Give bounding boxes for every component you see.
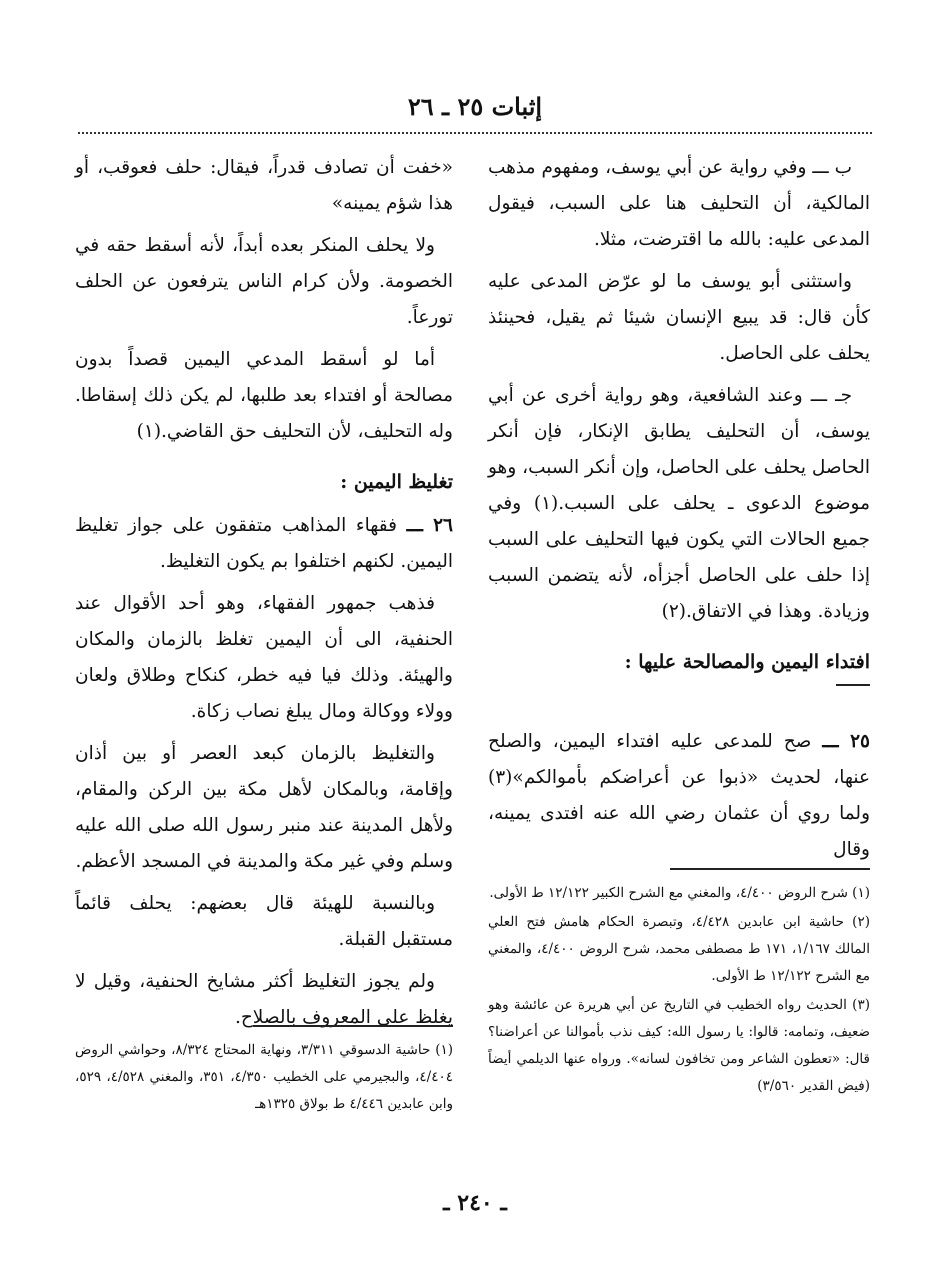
section-paragraph xyxy=(75,508,453,580)
paragraph: والتغليظ بالزمان كبعد العصر أو بين أذان وإقامة، وبالمكان لأهل مكة بين الركن والمقام، ولأهل المدينة عند منبر رسول الله صلى الله عليه وسلم وفي غير مكة والمدينة في المسجد الأعظم. xyxy=(75,743,453,872)
section-text: فقهاء المذاهب متفقون على جواز تغليظ اليمين. لكنهم اختلفوا بم يكون التغليظ. xyxy=(75,515,453,572)
page-number: ـ ٢٤٠ ـ xyxy=(443,1190,507,1216)
paragraph: واستثنى أبو يوسف ما لو عرّض المدعى عليه كأن قال: قد يبيع الإنسان شيئا ثم يقيل، فحينئذ يحلف على الحاصل. xyxy=(488,271,870,364)
header-divider xyxy=(78,132,872,134)
footnotes-left xyxy=(75,1025,453,1120)
section-paragraph xyxy=(488,724,870,868)
section-text: صح للمدعى عليه افتداء اليمين، والصلح عنها، لحديث «ذبوا عن أعراضكم بأموالكم»(٣) ولما روي أن عثمان رضي الله عنه افتدى يمينه، وقال xyxy=(488,731,870,860)
footnote: (٣) الحديث رواه الخطيب في التاريخ عن أبي هريرة عن عائشة وهو ضعيف، وتمامه: قالوا: يا رسول الله: كيف نذب بأموالنا عن أعراضنا؟ قال: «تعطون الشاعر ومن تخافون لسانه». ورواه عنها الديلمي أيضاً (فيض القدير ٣/٥٦٠) xyxy=(488,997,870,1094)
section-heading: تغليظ اليمين : xyxy=(340,471,453,493)
section-number: ٢٥ ـــ xyxy=(822,731,870,752)
footnote: (١) شرح الروض ٤/٤٠٠، والمغني مع الشرح الكبير ١٢/١٢٢ ط الأولى. xyxy=(489,885,870,901)
footnote-divider xyxy=(670,868,870,870)
left-column xyxy=(75,150,453,1042)
page-header: إثبات ٢٥ ـ ٢٦ xyxy=(407,92,543,121)
paragraph: ب ـــ وفي رواية عن أبي يوسف، ومفهوم مذهب المالكية، أن التحليف هنا على السبب، فيقول المدعى عليه: بالله ما اقترضت، مثلا. xyxy=(488,157,870,250)
paragraph: «خفت أن تصادف قدراً، فيقال: حلف فعوقب، أو هذا شؤم يمينه» xyxy=(75,157,453,214)
footnote: (٢) حاشية ابن عابدين ٤/٤٢٨، وتبصرة الحكام هامش فتح العلي المالك ١/١٦٧، ١٧١ ط مصطفى محمد، شرح الروض ٤/٤٠٠، والمغني مع الشرح ١٢/١٢٢ ط الأولى. xyxy=(488,914,870,984)
right-column xyxy=(488,150,870,874)
paragraph: وبالنسبة للهيئة قال بعضهم: يحلف قائماً مستقبل القبلة. xyxy=(75,893,453,950)
paragraph: جـ ـــ وعند الشافعية، وهو رواية أخرى عن أبي يوسف، أن التحليف يطابق الإنكار، فإن أنكر الحاصل يحلف على الحاصل، وإن أنكر السبب، وهو موضوع الدعوى ـ يحلف على السبب.(١) وفي جميع الحالات التي يكون فيها التحليف على السبب إذا حلف على الحاصل أجزأه، لأنه يتضمن السبب وزيادة. وهذا في الاتفاق.(٢) xyxy=(488,385,871,622)
section-heading: افتداء اليمين والمصالحة عليها : xyxy=(624,651,870,673)
heading-underline xyxy=(836,684,870,686)
paragraph: أما لو أسقط المدعي اليمين قصداً بدون مصالحة أو افتداء بعد طلبها، لم يكن ذلك إسقاطا. وله التحليف، لأن التحليف حق القاضي.(١) xyxy=(75,349,453,442)
section-number: ٢٦ ـــ xyxy=(406,515,453,536)
paragraph: فذهب جمهور الفقهاء، وهو أحد الأقوال عند الحنفية، الى أن اليمين تغلظ بالزمان والمكان والهيئة. وذلك فيا فيه خطر، كنكاح وطلاق ولعان وولاء ووكالة ومال يبلغ نصاب زكاة. xyxy=(75,593,453,722)
footnote-divider xyxy=(253,1025,453,1027)
footnote: (١) حاشية الدسوقي ٣/٣١١، ونهاية المحتاج ٨/٣٢٤، وحواشي الروض ٤/٤٠٤، والبجيرمي على الخطيب ٤/٣٥٠، ٣٥١، والمغني ٤/٥٢٨، ٥٢٩، وابن عابدين ٤/٤٤٦ ط بولاق ١٣٢٥هـ xyxy=(75,1042,454,1112)
paragraph: ولم يجوز التغليظ أكثر مشايخ الحنفية، وقيل لا يغلظ على المعروف بالصلاح. xyxy=(75,971,453,1028)
footnotes-right xyxy=(488,868,870,1102)
paragraph: ولا يحلف المنكر بعده أبداً، لأنه أسقط حقه في الخصومة. ولأن كرام الناس يترفعون عن الحلف تورعاً. xyxy=(75,235,453,328)
